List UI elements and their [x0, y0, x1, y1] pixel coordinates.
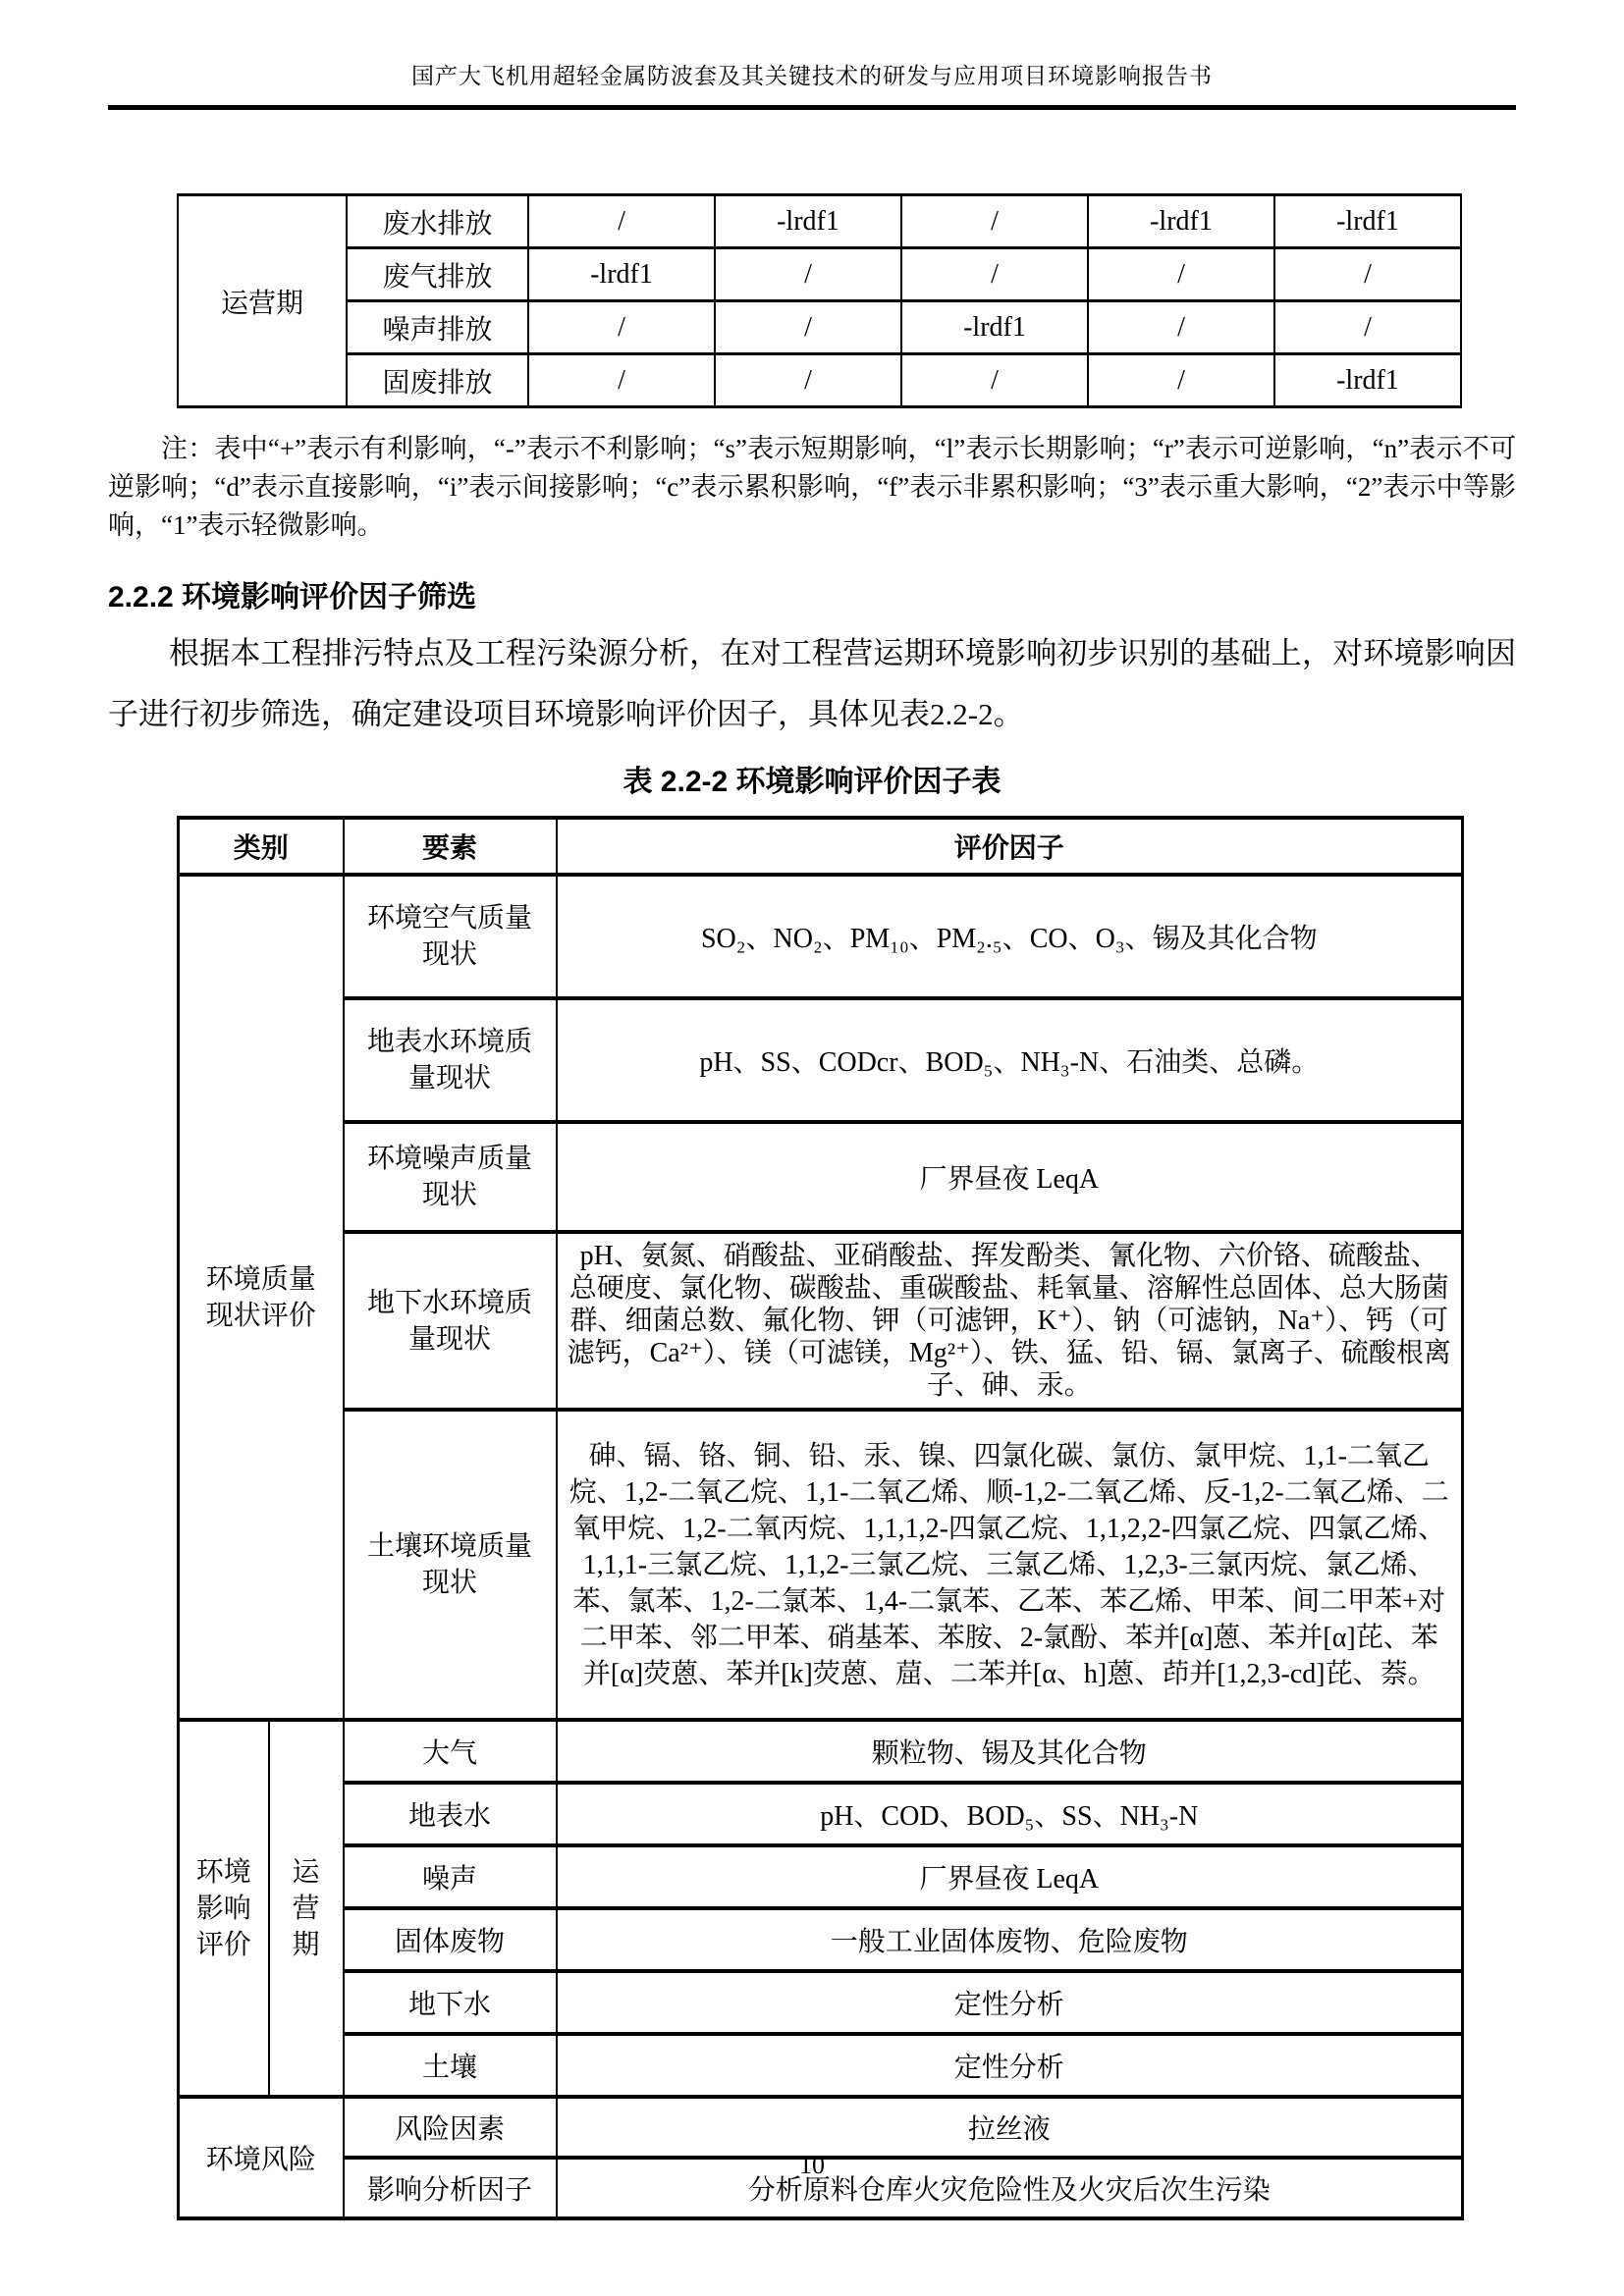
cell-value: / [528, 354, 715, 407]
cell-value: / [715, 248, 901, 301]
cell-element: 环境噪声质量 现状 [344, 1122, 557, 1232]
cell-element: 土壤环境质量 现状 [344, 1410, 557, 1720]
cell-value: -lrdf1 [1274, 195, 1461, 248]
table-row [179, 2034, 1463, 2097]
cell-factor: 拉丝液 [557, 2097, 1463, 2158]
category-impact-period: 运 营 期 [269, 1720, 344, 2097]
cell-element: 地表水 [344, 1783, 557, 1845]
cell-element: 地下水 [344, 1971, 557, 2034]
table-row [179, 1122, 1463, 1232]
table-row [179, 2097, 1463, 2158]
cell-value: / [1274, 301, 1461, 354]
category-risk: 环境风险 [179, 2097, 344, 2218]
table-row [178, 248, 1461, 301]
table-row [179, 998, 1463, 1122]
table-row [178, 354, 1461, 407]
cell-value: -lrdf1 [715, 195, 901, 248]
row-label: 废气排放 [347, 248, 528, 301]
table-row [179, 1410, 1463, 1720]
table-header-row [179, 818, 1463, 875]
table-row [179, 1845, 1463, 1908]
header-factor: 评价因子 [557, 818, 1463, 875]
category-status: 环境质量 现状评价 [179, 875, 344, 1720]
cell-value: -lrdf1 [1088, 195, 1274, 248]
body-paragraph: 根据本工程排污特点及工程污染源分析，在对工程营运期环境影响初步识别的基础上，对环境影响因子进行初步筛选，确定建设项目环境影响评价因子，具体见表2.2-2。 [108, 636, 1516, 731]
impact-identification-table [177, 193, 1462, 408]
cell-element: 环境空气质量 现状 [344, 875, 557, 998]
table-row [179, 875, 1463, 998]
table-caption: 表 2.2-2 环境影响评价因子表 [623, 766, 1001, 798]
section-heading: 2.2.2 环境影响评价因子筛选 [108, 581, 477, 614]
cell-element: 土壤 [344, 2034, 557, 2097]
cell-factor: 分析原料仓库火灾危险性及火灾后次生污染 [557, 2158, 1463, 2218]
cell-factor: pH、SS、CODcr、BOD₅、NH₃-N、石油类、总磷。 [557, 998, 1463, 1122]
cell-element: 风险因素 [344, 2097, 557, 2158]
cell-value: / [528, 195, 715, 248]
header-rule [108, 105, 1516, 110]
row-group-label: 运营期 [178, 195, 347, 407]
cell-value: / [901, 195, 1088, 248]
table-row [179, 1232, 1463, 1410]
table-footnote: 注：表中“+”表示有利影响，“-”表示不利影响；“s”表示短期影响，“l”表示长期影响；“r”表示可逆影响，“n”表示不可逆影响；“d”表示直接影响，“i”表示间接影响；“c”表示累积影响，“f”表示非累积影响；“3”表示重大影响，“2”表示中等影响，“1”表示轻微影响。 [108, 434, 1516, 540]
row-label: 废水排放 [347, 195, 528, 248]
cell-element: 噪声 [344, 1845, 557, 1908]
cell-element: 大气 [344, 1720, 557, 1783]
cell-value: / [1088, 248, 1274, 301]
header-category: 类别 [179, 818, 344, 875]
row-label: 固废排放 [347, 354, 528, 407]
table-row [178, 195, 1461, 248]
table-row [179, 1971, 1463, 2034]
cell-factor: 颗粒物、锡及其化合物 [557, 1720, 1463, 1783]
cell-factor: 厂界昼夜 LeqA [557, 1845, 1463, 1908]
cell-value: -lrdf1 [528, 248, 715, 301]
cell-value: / [1088, 301, 1274, 354]
table-row [179, 1720, 1463, 1783]
table-row [178, 301, 1461, 354]
cell-value: / [901, 248, 1088, 301]
cell-value: / [1274, 248, 1461, 301]
cell-value: / [901, 354, 1088, 407]
document-header-title: 国产大飞机用超轻金属防波套及其关键技术的研发与应用项目环境影响报告书 [411, 64, 1213, 88]
cell-value: / [715, 301, 901, 354]
evaluation-factor-table [177, 816, 1464, 2220]
page-number: 10 [799, 2151, 825, 2179]
cell-factor: 砷、镉、铬、铜、铅、汞、镍、四氯化碳、氯仿、氯甲烷、1,1-二氧乙烷、1,2-二氧乙烷、1,1-二氧乙烯、顺-1,2-二氧乙烯、反-1,2-二氧乙烯、二氧甲烷、1,2-二氧丙烷、1,1,1,2-四氯乙烷、1,1,2,2-四氯乙烷、四氯乙烯、1,1,1-三氯乙烷、1,1,2-三氯乙烷、三氯乙烯、1,2,3-三氯丙烷、氯乙烯、苯、氯苯、1,2-二氯苯、1,4-二氯苯、乙苯、苯乙烯、甲苯、间二甲苯+对二甲苯、邻二甲苯、硝基苯、苯胺、2-氯酚、苯并[α]蒽、苯并[α]芘、苯并[α]荧蒽、苯并[k]荧蒽、䓛、二苯并[α、h]蒽、茚并[1,2,3-cd]芘、萘。 [557, 1410, 1463, 1720]
cell-element: 地下水环境质 量现状 [344, 1232, 557, 1410]
cell-value: / [1088, 354, 1274, 407]
row-label: 噪声排放 [347, 301, 528, 354]
cell-value: / [715, 354, 901, 407]
cell-factor: pH、COD、BOD₅、SS、NH₃-N [557, 1783, 1463, 1845]
cell-factor: 厂界昼夜 LeqA [557, 1122, 1463, 1232]
cell-value: -lrdf1 [1274, 354, 1461, 407]
cell-factor: 定性分析 [557, 2034, 1463, 2097]
cell-element: 地表水环境质 量现状 [344, 998, 557, 1122]
cell-element: 影响分析因子 [344, 2158, 557, 2218]
category-impact: 环境 影响 评价 [179, 1720, 269, 2097]
cell-element: 固体废物 [344, 1908, 557, 1971]
table-row [179, 1908, 1463, 1971]
header-element: 要素 [344, 818, 557, 875]
cell-factor: 定性分析 [557, 1971, 1463, 2034]
cell-value: -lrdf1 [901, 301, 1088, 354]
cell-factor: pH、氨氮、硝酸盐、亚硝酸盐、挥发酚类、氰化物、六价铬、硫酸盐、总硬度、氯化物、碳酸盐、重碳酸盐、耗氧量、溶解性总固体、总大肠菌群、细菌总数、氟化物、钾（可滤钾，K⁺）、钠（可滤钠，Na⁺）、钙（可滤钙，Ca²⁺）、镁（可滤镁，Mg²⁺）、铁、猛、铅、镉、氯离子、硫酸根离子、砷、汞。 [557, 1232, 1463, 1410]
table-row [179, 1783, 1463, 1845]
cell-value: / [528, 301, 715, 354]
cell-factor: SO₂、NO₂、PM₁₀、PM₂.₅、CO、O₃、锡及其化合物 [557, 875, 1463, 998]
cell-factor: 一般工业固体废物、危险废物 [557, 1908, 1463, 1971]
